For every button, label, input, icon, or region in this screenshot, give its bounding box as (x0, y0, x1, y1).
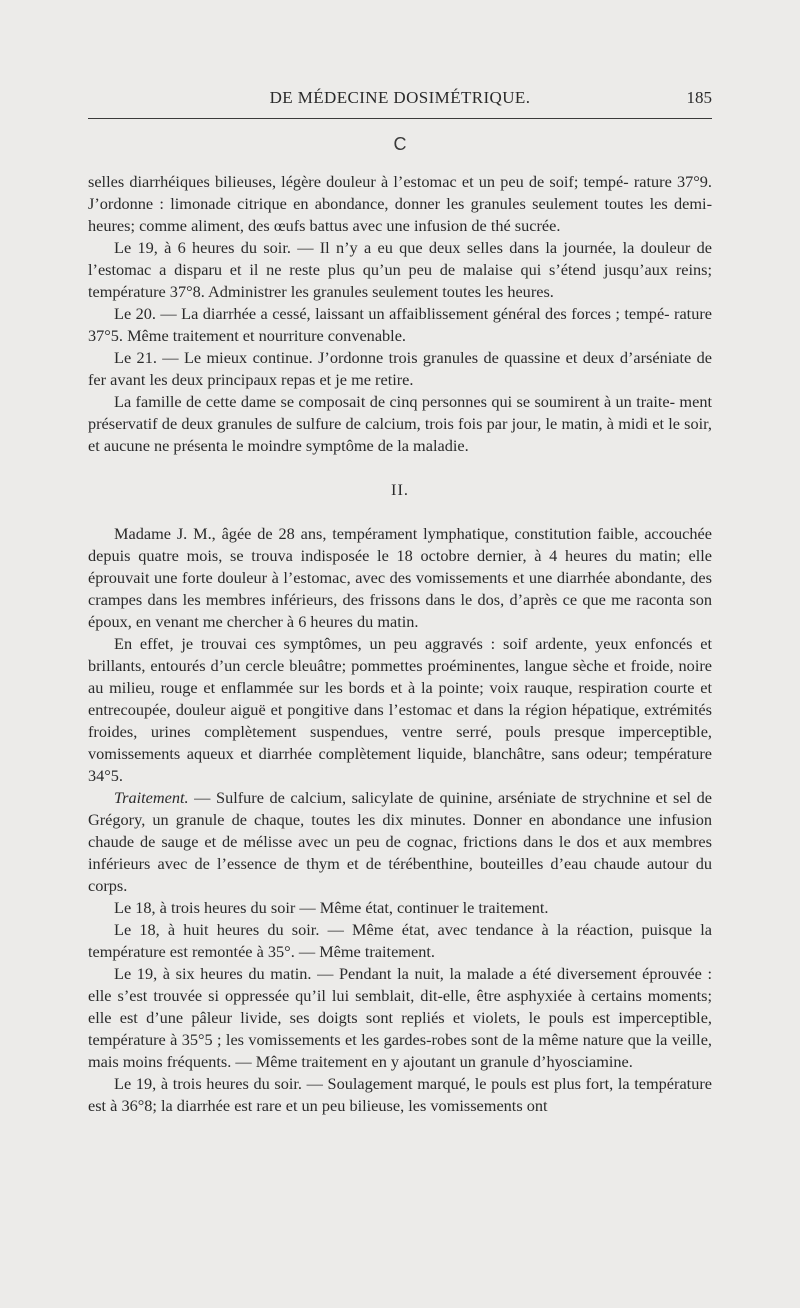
paragraph: Le 19, à 6 heures du soir. — Il n’y a eu que deux selles dans la journée, la douleur de l’estomac a disparu et il ne reste plus qu’un peu de malaise qui s’étend jusqu’aux reins; température 37°8. Administrer les granules seulement toutes les heures. (88, 238, 712, 301)
running-head-title: DE MÉDECINE DOSIMÉTRIQUE. (269, 88, 531, 107)
section-heading: II. (391, 480, 409, 499)
paragraph: selles diarrhéiques bilieuses, légère douleur à l’estomac et un peu de soif; tempé- rature 37°9. J’ordonne : limonade citrique en abondance, donner les granules seulement toutes les demi-heures; comme aliment, des œufs battus avec une infusion de thé sucrée. (88, 172, 712, 235)
page-number: 185 (686, 88, 712, 107)
paragraph: Le 21. — Le mieux continue. J’ordonne trois granules de quassine et deux d’arséniate de fer avant les deux principaux repas et je me retire. (88, 348, 712, 389)
paragraph: Madame J. M., âgée de 28 ans, tempérament lymphatique, constitution faible, accouchée depuis quatre mois, se trouva indisposée le 18 octobre dernier, à 4 heures du matin; elle éprouvait une forte douleur à l’estomac, avec des vomissements et une diarrhée abondante, des crampes dans les membres inférieurs, des frissons dans le dos, d’après ce que me raconta son époux, en venant me chercher à 6 heures du matin. (88, 524, 712, 631)
paragraph: Le 18, à huit heures du soir. — Même état, avec tendance à la réaction, puisque la température est remontée à 35°. — Même traitement. (88, 920, 712, 961)
paragraph: Le 19, à six heures du matin. — Pendant la nuit, la malade a été diversement éprouvée : elle s’est trouvée si oppressée qu’il lui semblait, dit-elle, être asphyxiée à certains moments; elle est d’une pâleur livide, ses doigts sont repliés et violets, le pouls est imperceptible, température à 35°5 ; les vomissements et les gardes-robes sont de la même nature que la veille, mais moins fréquents. — Même traitement en y ajoutant un granule d’hyosciamine. (88, 964, 712, 1071)
paragraph: Le 18, à trois heures du soir — Même état, continuer le traitement. (114, 898, 549, 917)
body-text (88, 171, 712, 1117)
traitement-label: Traitement. (114, 788, 189, 807)
signature-mark: C (393, 134, 407, 154)
traitement-text: — Sulfure de calcium, salicylate de quinine, arséniate de strychnine et sel de Grégory, un granule de chaque, toutes les dix minutes. Donner en abondance une infusion chaude de sauge et de mélisse avec un peu de cognac, frictions dans le dos et aux membres inférieurs avec de l’essence de thym et de térébenthine, bouteilles d’eau chaude autour du corps. (88, 788, 712, 895)
paragraph-traitement (88, 787, 712, 897)
paragraph: Le 20. — La diarrhée a cessé, laissant un affaiblissement général des forces ; tempé- rature 37°5. Même traitement et nourriture convenable. (88, 304, 712, 345)
paragraph: Le 19, à trois heures du soir. — Soulagement marqué, le pouls est plus fort, la température est à 36°8; la diarrhée est rare et un peu bilieuse, les vomissements ont (88, 1074, 712, 1115)
header-rule (88, 118, 712, 119)
running-head (88, 88, 712, 112)
paragraph: La famille de cette dame se composait de cinq personnes qui se soumirent à un traite- ment préservatif de deux granules de sulfure de calcium, trois fois par jour, le matin, à midi et le soir, et aucune ne présenta le moindre symptôme de la maladie. (88, 392, 712, 455)
paragraph: En effet, je trouvai ces symptômes, un peu aggravés : soif ardente, yeux enfoncés et brillants, entourés d’un cercle bleuâtre; pommettes proéminentes, langue sèche et froide, noire au milieu, rouge et enflammée sur les bords et à la pointe; voix rauque, respiration courte et entrecoupée, douleur aiguë et pongitive dans l’estomac et dans la région hépatique, extrémités froides, urines complètement suspendues, ventre serré, pouls presque imperceptible, vomissements aqueux et diarrhée complètement liquide, blanchâtre, sans odeur; température 34°5. (88, 634, 712, 785)
